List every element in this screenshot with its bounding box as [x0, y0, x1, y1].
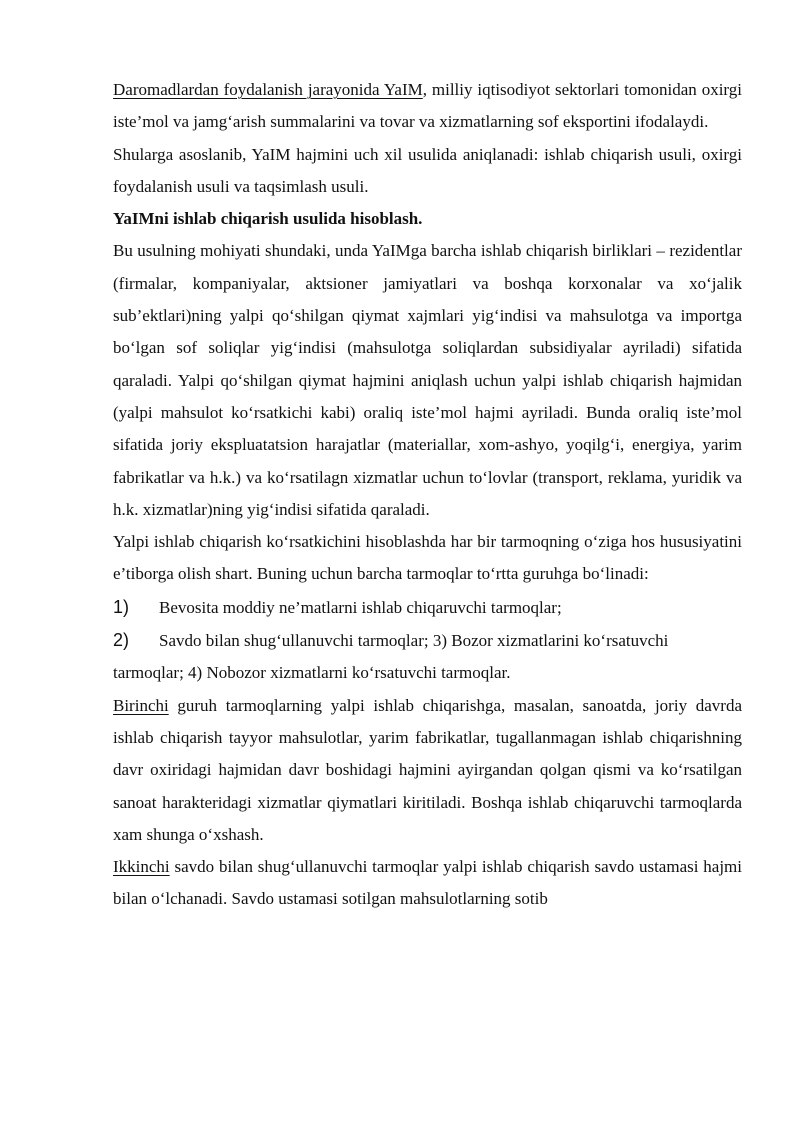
list-number: 2) — [113, 630, 130, 651]
paragraph-second-group — [113, 851, 742, 916]
underlined-phrase: Daromadlardan foydalanish jarayonida YaIM — [113, 80, 423, 99]
paragraph-text: savdo bilan shug‘ullanuvchi tarmoqlar yalpi ishlab chiqarish savdo ustamasi hajmi bilan o‘lchanadi. Savdo ustamasi sotilgan mahsulotlarning sotib — [113, 857, 742, 909]
paragraph-text: guruh tarmoqlarning yalpi ishlab chiqarishga, masalan, sanoatda, joriy davrda ishlab chiqarish tayyor mahsulotlar, yarim fabrikatlar, tugallanmagan ishlab chiqarishning davr oxiridagi hajmidan davr boshidagi hajmini ayirgandan qolgan qismi va ko‘rsatilgan sanoat harakteridagi xizmatlar qiymatlari kiritiladi. Boshqa ishlab chiqaruvchi tarmoqlarda xam shunga o‘xshash. — [113, 695, 742, 844]
underlined-word: Ikkinchi — [113, 857, 170, 877]
list-text: Bevosita moddiy ne’matlarni ishlab chiqaruvchi tarmoqlar; — [159, 597, 562, 617]
paragraph-groups: Yalpi ishlab chiqarish ko‘rsatkichini hisoblashda har bir tarmoqning o‘ziga hos hususiyatini e’tiborga olish shart. Buning uchun barcha tarmoqlar to‘rtta guruhga bo‘linadi: — [113, 532, 742, 584]
section-heading: YaIMni ishlab chiqarish usulida hisoblash. — [113, 209, 423, 229]
list-continuation: tarmoqlar; 4) Nobozor xizmatlarni ko‘rsatuvchi tarmoqlar. — [113, 663, 511, 683]
paragraph-production-method: Bu usulning mohiyati shundaki, unda YaIMga barcha ishlab chiqarish birliklari – rezidentlar (firmalar, kompaniyalar, aktsioner jamiyatlari va boshqa korxonalar va xo‘jalik sub’ektlari)ning yalpi qo‘shilgan qiymat xajmlari yig‘indisi va mahsulotga va importga bo‘lgan sof soliqlar yig‘indisi (mahsulotga soliqlardan subsidiyalar ayriladi) sifatida qaraladi. Yalpi qo‘shilgan qiymat hajmini aniqlash uchun yalpi ishlab chiqarish hajmidan (yalpi mahsulot ko‘rsatkichi kabi) oraliq iste’mol hajmi ayriladi. Bunda oraliq iste’mol sifatida joriy ekspluatatsion harajatlar (materiallar, xom-ashyo, yoqilg‘i, energiya, yarim fabrikatlar va h.k.) va ko‘rsatilagn xizmatlar uchun to‘lovlar (transport, reklama, yuridik va h.k. xizmatlar)ning yig‘indisi sifatida qaraladi. — [113, 241, 742, 519]
paragraph-intro — [113, 74, 742, 139]
list-text: Savdo bilan shug‘ullanuvchi tarmoqlar; 3) Bozor xizmatlarini ko‘rsatuvchi — [159, 631, 669, 651]
paragraph-first-group — [113, 690, 742, 851]
list-item — [113, 591, 742, 624]
list-number: 1) — [113, 596, 130, 617]
paragraph-methods: Shularga asoslanib, YaIM hajmini uch xil usulida aniqlanadi: ishlab chiqarish usuli, oxirgi foydalanish usuli va taqsimlash usuli. — [113, 144, 742, 196]
paragraph-text: , milliy iqtisodiyot sektorlari tomonidan oxirgi iste’mol va jamg‘arish summalarini va tovar va xizmatlarning sof eksportini ifodalaydi. — [113, 80, 742, 132]
underlined-word: Birinchi — [113, 695, 169, 715]
document-page — [113, 74, 742, 916]
list-item — [113, 624, 742, 657]
